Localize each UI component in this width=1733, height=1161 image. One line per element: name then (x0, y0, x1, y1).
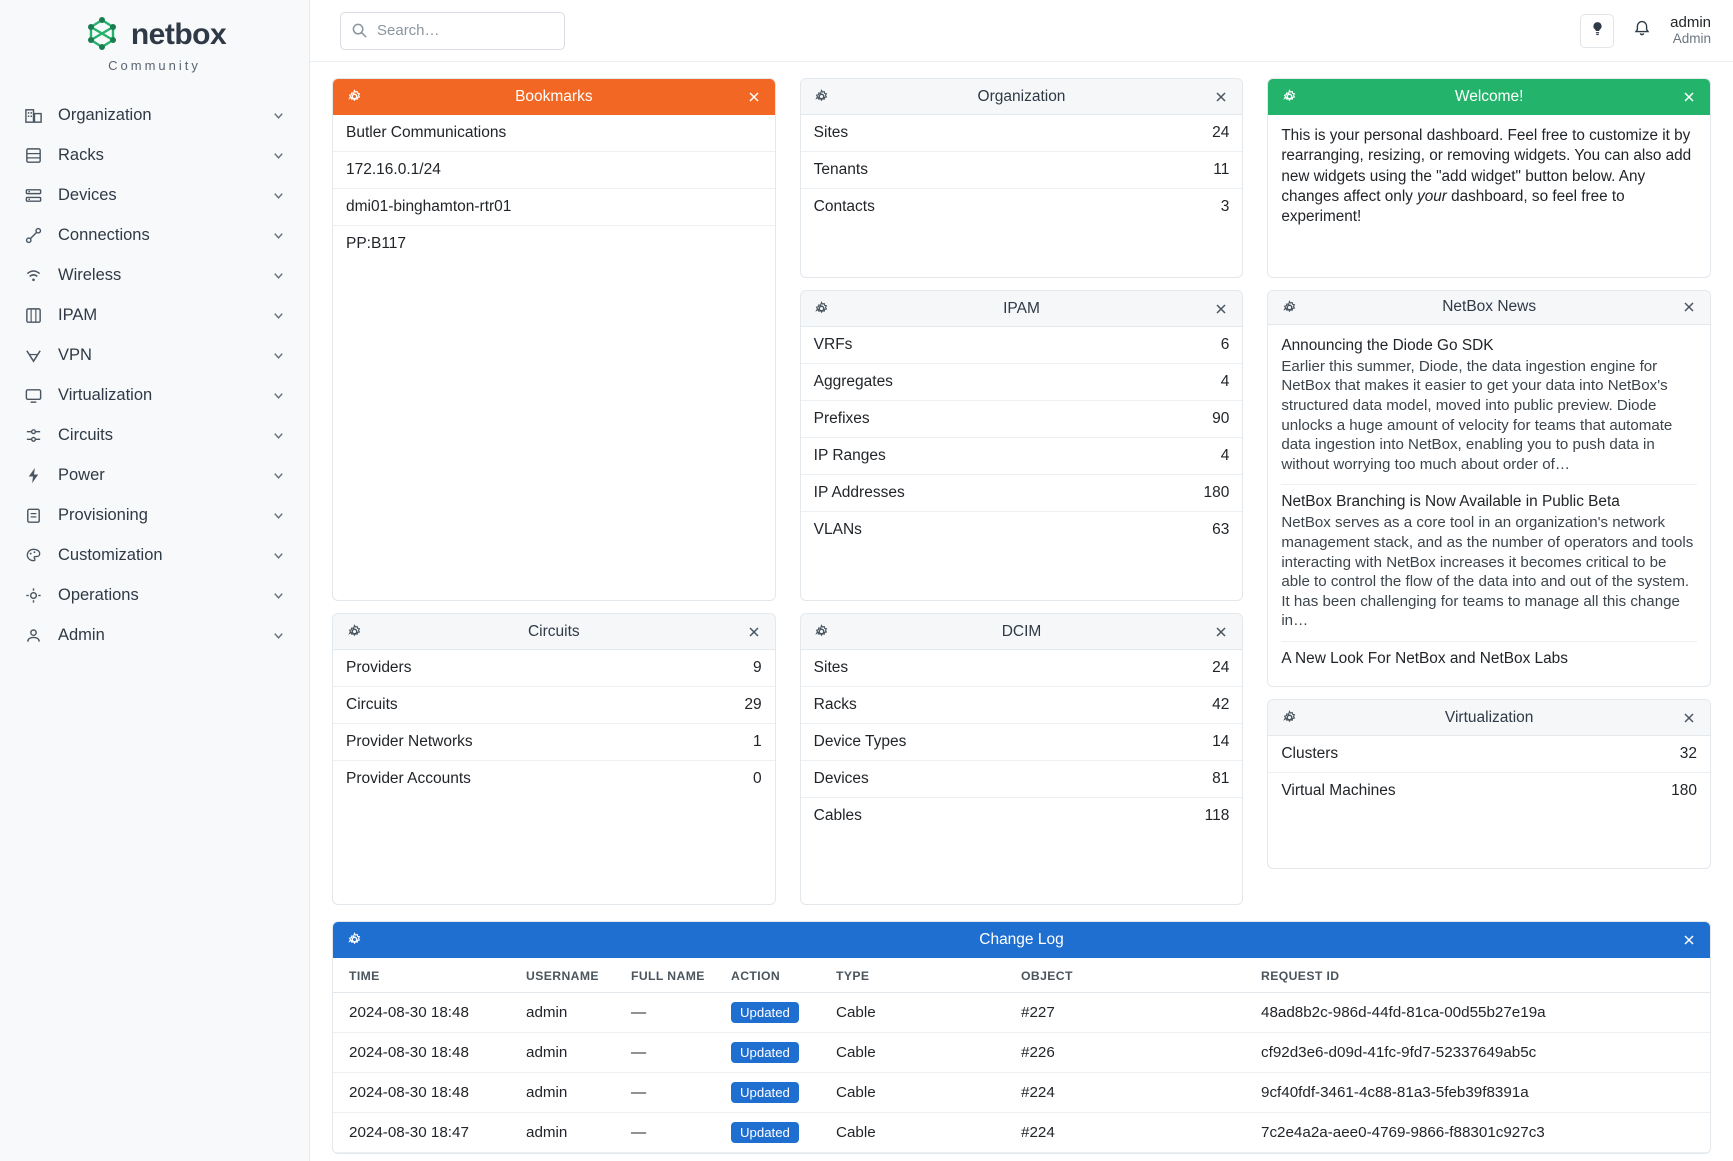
sidebar-item-circuits[interactable] (0, 415, 309, 455)
stat-value: 0 (753, 770, 762, 787)
list-item[interactable]: 172.16.0.1/24 (333, 152, 775, 189)
list-item[interactable] (1268, 773, 1710, 809)
list-item[interactable] (801, 650, 1243, 687)
ip-icon (22, 304, 44, 326)
gear-icon[interactable] (345, 88, 363, 106)
stat-label: Sites (813, 659, 849, 676)
chevron-down-icon (271, 508, 285, 522)
stat-label: VRFs (813, 336, 853, 353)
list-item[interactable] (801, 152, 1243, 189)
welcome-text (1268, 115, 1710, 242)
welcome-text-part2: dashboard, so feel free to experiment! (1281, 188, 1625, 226)
list-item[interactable]: dmi01-binghamton-rtr01 (333, 189, 775, 226)
cell-full-name: — (623, 993, 723, 1033)
user-name: admin (1670, 14, 1711, 32)
cell-type: Cable (828, 1033, 1013, 1073)
stat-value: 11 (1213, 161, 1230, 178)
list-item[interactable] (801, 687, 1243, 724)
palette-icon (22, 544, 44, 566)
stat-value: 42 (1212, 696, 1230, 713)
cell-action (723, 1113, 828, 1153)
gear-icon[interactable] (345, 931, 363, 949)
stat-label: Clusters (1281, 745, 1339, 762)
column-header-type[interactable]: TYPE (828, 958, 1013, 993)
list-item[interactable] (801, 438, 1243, 475)
widget-title: IPAM (1003, 299, 1040, 317)
list-item[interactable] (333, 724, 775, 761)
news-title[interactable]: NetBox Branching is Now Available in Public Beta (1281, 493, 1620, 511)
stat-label: Circuits (346, 696, 398, 713)
brand-name: netbox (130, 18, 227, 51)
stat-label: IP Ranges (813, 447, 886, 464)
sidebar-item-wireless[interactable] (0, 255, 309, 295)
brand-subtitle: Community (108, 58, 201, 73)
cell-type: Cable (828, 1113, 1013, 1153)
sidebar-item-admin[interactable] (0, 615, 309, 655)
cell-action (723, 993, 828, 1033)
sidebar-item-label: Virtualization (58, 385, 153, 404)
cell-action (723, 1073, 828, 1113)
list-item[interactable] (801, 761, 1243, 798)
cell-request-id[interactable]: 48ad8b2c-986d-44fd-81ca-00d55b27e19a (1253, 993, 1710, 1033)
sidebar-item-vpn[interactable] (0, 335, 309, 375)
stat-value: 4 (1220, 447, 1230, 464)
close-icon[interactable] (1212, 623, 1230, 641)
widget-organization (800, 78, 1244, 278)
stat-value: 90 (1212, 410, 1230, 427)
cell-time[interactable]: 2024-08-30 18:48 (333, 1033, 518, 1073)
sidebar-item-label: Devices (58, 185, 117, 204)
sidebar-item-ipam[interactable] (0, 295, 309, 335)
stat-value: 3 (1220, 198, 1230, 215)
stat-value: 24 (1212, 659, 1230, 676)
widget-bookmarks (332, 78, 776, 601)
wifi-icon (22, 264, 44, 286)
cell-username: admin (518, 993, 623, 1033)
widget-dcim (800, 613, 1244, 905)
dashboard-column-2 (800, 78, 1244, 905)
user-role: Admin (1672, 31, 1711, 47)
stat-value: 63 (1212, 521, 1230, 538)
stat-value: 6 (1220, 336, 1230, 353)
stat-label: VLANs (813, 521, 862, 538)
close-icon[interactable] (1212, 88, 1230, 106)
widget-header (1268, 700, 1710, 736)
list-item[interactable]: PP:B117 (346, 235, 407, 252)
gear-icon[interactable] (1280, 298, 1298, 316)
server-icon (22, 184, 44, 206)
list-item[interactable] (1281, 485, 1697, 642)
sidebar-item-label: Organization (58, 105, 152, 124)
cell-username: admin (518, 1033, 623, 1073)
stat-label: Tenants (813, 161, 868, 178)
main-content (310, 0, 1733, 1161)
cell-request-id[interactable]: cf92d3e6-d09d-41fc-9fd7-52337649ab5c (1253, 1033, 1710, 1073)
close-icon[interactable] (1680, 298, 1698, 316)
stat-label: Device Types (813, 733, 907, 750)
chevron-down-icon (271, 548, 285, 562)
widget-ipam (800, 290, 1244, 601)
cell-username: admin (518, 1113, 623, 1153)
column-header-object[interactable]: OBJECT (1013, 958, 1253, 993)
bell-icon (1632, 19, 1652, 43)
cell-full-name: — (623, 1113, 723, 1153)
sidebar-item-organization[interactable] (0, 95, 309, 135)
stat-value: 4 (1220, 373, 1230, 390)
stat-value: 24 (1212, 124, 1230, 141)
news-title[interactable]: A New Look For NetBox and NetBox Labs (1281, 650, 1568, 667)
list-item[interactable] (801, 798, 1243, 834)
sidebar-item-label: IPAM (58, 305, 98, 324)
list-item[interactable] (801, 364, 1243, 401)
sidebar-nav (0, 91, 309, 655)
widget-title: Welcome! (1454, 87, 1524, 105)
widget-header (333, 614, 775, 650)
domain-icon (22, 104, 44, 126)
connection-icon (22, 224, 44, 246)
stat-label: Devices (813, 770, 869, 787)
stat-value: 1 (753, 733, 762, 750)
dcim-stat-list (801, 650, 1243, 834)
theme-toggle-button[interactable] (1580, 14, 1614, 48)
list-item[interactable] (333, 761, 775, 797)
widget-title: DCIM (1001, 622, 1042, 640)
sidebar-item-label: Operations (58, 585, 139, 604)
rack-icon (22, 144, 44, 166)
bookmark-list (333, 115, 775, 262)
top-bar (310, 0, 1733, 62)
ipam-stat-list (801, 327, 1243, 548)
stat-value: 180 (1203, 484, 1230, 501)
list-item[interactable] (801, 724, 1243, 761)
stat-label: Virtual Machines (1281, 782, 1396, 799)
gear-icon[interactable] (813, 300, 831, 318)
vpn-icon (22, 344, 44, 366)
close-icon[interactable] (1680, 88, 1698, 106)
stat-value: 81 (1212, 770, 1230, 787)
widget-title: Circuits (527, 622, 580, 640)
column-header-action[interactable]: ACTION (723, 958, 828, 993)
chevron-down-icon (271, 588, 285, 602)
chevron-down-icon (271, 268, 285, 282)
sidebar-item-operations[interactable] (0, 575, 309, 615)
list-item[interactable] (801, 327, 1243, 364)
organization-stat-list (801, 115, 1243, 225)
circuits-stat-list (333, 650, 775, 797)
sidebar-item-label: VPN (58, 345, 92, 364)
widget-welcome (1267, 78, 1711, 278)
column-header-full-name[interactable]: FULL NAME (623, 958, 723, 993)
list-item[interactable] (801, 475, 1243, 512)
sidebar-item-label: Power (58, 465, 105, 484)
list-item[interactable] (333, 650, 775, 687)
sidebar-item-label: Customization (58, 545, 163, 564)
stat-label: Providers (346, 659, 412, 676)
close-icon[interactable] (1680, 709, 1698, 727)
virtualization-stat-list (1268, 736, 1710, 809)
cell-object[interactable]: #224 (1013, 1073, 1253, 1113)
list-item[interactable] (1281, 642, 1697, 680)
chevron-down-icon (271, 228, 285, 242)
table-row (333, 1033, 1710, 1073)
list-item[interactable] (1281, 329, 1697, 486)
cell-time[interactable]: 2024-08-30 18:47 (333, 1113, 518, 1153)
stat-value: 32 (1679, 745, 1697, 762)
sidebar-item-connections[interactable] (0, 215, 309, 255)
cell-full-name: — (623, 1033, 723, 1073)
table-row (333, 1113, 1710, 1153)
clipboard-icon (22, 504, 44, 526)
stat-label: Contacts (813, 198, 875, 215)
widget-header (1268, 79, 1710, 115)
chevron-down-icon (271, 108, 285, 122)
stat-label: Cables (813, 807, 862, 824)
sidebar-item-label: Racks (58, 145, 104, 164)
gear-icon[interactable] (1280, 88, 1298, 106)
chevron-down-icon (271, 628, 285, 642)
widget-header (1268, 291, 1710, 325)
netbox-logo-icon (83, 14, 121, 56)
widget-netbox-news (1267, 290, 1711, 687)
cell-full-name: — (623, 1073, 723, 1113)
status-badge: Updated (731, 1122, 799, 1143)
welcome-text-emphasis: your (1417, 188, 1447, 206)
sidebar-item-label: Provisioning (58, 505, 148, 524)
stat-value: 14 (1212, 733, 1230, 750)
chevron-down-icon (271, 308, 285, 322)
chevron-down-icon (271, 348, 285, 362)
stat-value: 29 (744, 696, 762, 713)
stat-label: Aggregates (813, 373, 893, 390)
lightbulb-icon (1589, 20, 1606, 41)
cell-time[interactable]: 2024-08-30 18:48 (333, 993, 518, 1033)
widget-header (801, 614, 1243, 650)
news-snippet: Earlier this summer, Diode, the data ingestion engine for NetBox that makes it easier to get your data into NetBox's structured data model, moved into public preview. Diode unlocks a huge amount of velocity for teams that automate data ingestion into NetBox, enabling you to push data in without worrying too much about order of… (1281, 357, 1673, 473)
sidebar (0, 0, 310, 1161)
widget-circuits (332, 613, 776, 905)
list-item[interactable] (801, 189, 1243, 225)
close-icon[interactable] (745, 88, 763, 106)
close-icon[interactable] (1680, 931, 1698, 949)
widget-title: Bookmarks (515, 87, 593, 105)
news-list (1268, 325, 1710, 686)
column-header-time[interactable]: TIME (333, 958, 518, 993)
search-box[interactable] (340, 12, 565, 50)
welcome-text-part1: This is your personal dashboard. Feel free to customize it by rearranging, resizing, or removing widgets. You can also add new widgets using the "add widget" button below. Any changes affect only (1281, 127, 1692, 206)
dashboard-grid (310, 62, 1733, 1154)
dashboard-column-1 (332, 78, 776, 905)
sidebar-item-label: Wireless (58, 265, 122, 284)
list-item[interactable] (801, 401, 1243, 438)
status-badge: Updated (731, 1042, 799, 1063)
sidebar-item-label: Admin (58, 625, 105, 644)
sidebar-item-racks[interactable] (0, 135, 309, 175)
sidebar-item-devices[interactable] (0, 175, 309, 215)
widget-title: Organization (977, 87, 1066, 105)
gear-icon[interactable] (345, 623, 363, 641)
power-icon (22, 464, 44, 486)
cell-request-id[interactable]: 9cf40fdf-3461-4c88-81a3-5feb39f8391a (1253, 1073, 1710, 1113)
cell-object[interactable]: #227 (1013, 993, 1253, 1033)
sidebar-item-customization[interactable] (0, 535, 309, 575)
status-badge: Updated (731, 1082, 799, 1103)
dashboard-column-3 (1267, 78, 1711, 905)
close-icon[interactable] (745, 623, 763, 641)
top-bar-actions (1580, 14, 1711, 48)
stat-label: Racks (813, 696, 857, 713)
circuit-icon (22, 424, 44, 446)
sidebar-item-virtualization[interactable] (0, 375, 309, 415)
chevron-down-icon (271, 188, 285, 202)
list-item[interactable] (801, 115, 1243, 152)
search-icon (351, 22, 368, 43)
gear-icon[interactable] (813, 88, 831, 106)
change-log-table (333, 958, 1710, 1153)
search-input[interactable] (340, 12, 565, 50)
list-item[interactable] (1268, 736, 1710, 773)
stat-value: 180 (1671, 782, 1697, 799)
gear-icon[interactable] (1280, 709, 1298, 727)
cell-object[interactable]: #226 (1013, 1033, 1253, 1073)
table-row (333, 993, 1710, 1033)
sidebar-item-label: Connections (58, 225, 150, 244)
list-item[interactable] (801, 512, 1243, 548)
cog-icon (22, 584, 44, 606)
cell-username: admin (518, 1073, 623, 1113)
cell-request-id[interactable]: 7c2e4a2a-aee0-4769-9866-f88301c927c3 (1253, 1113, 1710, 1153)
cell-object[interactable]: #224 (1013, 1113, 1253, 1153)
gear-icon[interactable] (813, 623, 831, 641)
list-item[interactable]: Butler Communications (333, 115, 775, 152)
widget-header (801, 291, 1243, 327)
widget-title: Change Log (979, 930, 1064, 948)
table-header-row (333, 958, 1710, 993)
stat-label: IP Addresses (813, 484, 905, 501)
cell-time[interactable]: 2024-08-30 18:48 (333, 1073, 518, 1113)
widget-header (801, 79, 1243, 115)
brand-logo[interactable] (0, 0, 309, 91)
user-menu[interactable] (1670, 14, 1711, 47)
list-item[interactable] (333, 687, 775, 724)
chevron-down-icon (271, 148, 285, 162)
chevron-down-icon (271, 388, 285, 402)
widget-header (333, 79, 775, 115)
stat-value: 118 (1204, 807, 1230, 824)
cell-type: Cable (828, 993, 1013, 1033)
close-icon[interactable] (1212, 300, 1230, 318)
widget-title: Virtualization (1444, 708, 1534, 726)
cell-action (723, 1033, 828, 1073)
widget-title: NetBox News (1442, 298, 1537, 316)
widget-change-log (332, 921, 1711, 1154)
widget-header (333, 922, 1710, 958)
column-header-username[interactable]: USERNAME (518, 958, 623, 993)
stat-value: 9 (753, 659, 762, 676)
chevron-down-icon (271, 428, 285, 442)
status-badge: Updated (731, 1002, 799, 1023)
sidebar-item-provisioning[interactable] (0, 495, 309, 535)
stat-label: Provider Networks (346, 733, 473, 750)
chevron-down-icon (271, 468, 285, 482)
news-title[interactable]: Announcing the Diode Go SDK (1281, 336, 1494, 354)
cell-type: Cable (828, 1073, 1013, 1113)
stat-label: Prefixes (813, 410, 870, 427)
stat-label: Sites (813, 124, 849, 141)
table-row (333, 1073, 1710, 1113)
stat-label: Provider Accounts (346, 770, 471, 787)
column-header-request-id[interactable]: REQUEST ID (1253, 958, 1710, 993)
sidebar-item-label: Circuits (58, 425, 114, 444)
notifications-button[interactable] (1632, 19, 1652, 43)
widget-virtualization (1267, 699, 1711, 869)
sidebar-item-power[interactable] (0, 455, 309, 495)
news-snippet: NetBox serves as a core tool in an organization's network management stack, and as the number of operators and tools interacting with NetBox increases it becomes critical to be able to control the flow of the data into and out of the system. It has been challenging for teams to manage all this change in… (1281, 514, 1694, 630)
monitor-icon (22, 384, 44, 406)
user-icon (22, 624, 44, 646)
